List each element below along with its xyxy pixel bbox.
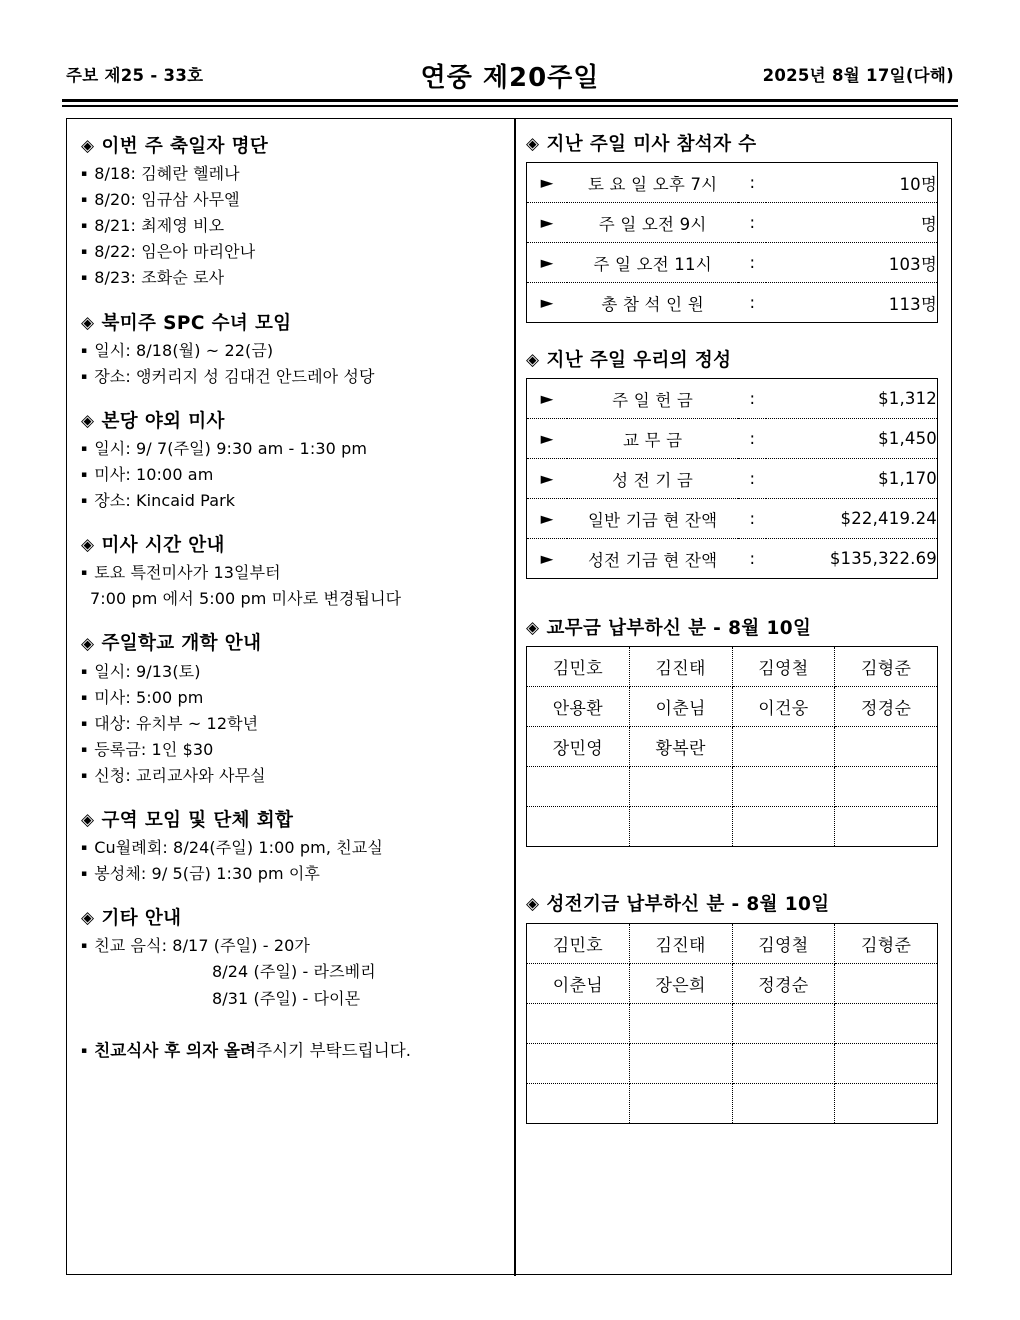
section-heading [81, 907, 502, 930]
fellowship-food-line: 8/24 (주일) - 라즈베리 [212, 962, 376, 982]
spacer [526, 605, 939, 617]
offering-row-label: 교 무 금 [567, 419, 738, 459]
donor-name-cell: 김형준 [835, 647, 938, 687]
attendance-row-value: 10명 [766, 163, 937, 203]
square-bullet-icon: ▪ [81, 470, 88, 480]
table-row [527, 283, 938, 323]
square-bullet-icon: ▪ [81, 1045, 88, 1056]
donor-name-cell [732, 1043, 835, 1083]
section-spc-sisters-meeting [81, 312, 502, 390]
donor-name-cell: 이춘님 [527, 963, 630, 1003]
offering-row-label: 성 전 기 금 [567, 459, 738, 499]
bulletin-title: 연중 제20주일 [420, 63, 600, 93]
attendance-table [526, 162, 938, 323]
list-item [81, 488, 502, 514]
colon-separator: : [749, 549, 756, 569]
list-item-label: 8/20: 임규삼 사무엘 [94, 190, 240, 210]
arrow-icon: ► [540, 549, 554, 569]
list-item-label: Cu월례회: 8/24(주일) 1:00 pm, 친교실 [94, 838, 383, 858]
square-bullet-icon: ▪ [81, 273, 88, 284]
bulletin-date: 2025년 8월 17일(다해) [762, 66, 954, 85]
square-bullet-icon: ▪ [81, 770, 88, 781]
list-item-label: 미사: 10:00 am [94, 465, 214, 484]
table-row [527, 1003, 938, 1043]
table-row [527, 459, 938, 499]
list-item-label: 대상: 유치부 ~ 12학년 [94, 713, 259, 733]
diamond-icon: ◈ [526, 134, 540, 155]
spacer [526, 323, 939, 349]
spacer [526, 579, 939, 605]
square-bullet-icon: ▪ [81, 744, 88, 755]
table-row [527, 767, 938, 807]
square-bullet-icon: ▪ [81, 496, 88, 507]
section-feast-days [81, 135, 502, 292]
fellowship-food-first: 친교 음식: 8/17 (주일) - 20가 [94, 936, 310, 956]
attendance-row-label: 주 일 오전 11시 [567, 243, 738, 283]
donor-name-cell: 김진태 [629, 647, 732, 687]
arrow-icon: ► [527, 459, 568, 499]
diamond-icon: ◈ [526, 618, 540, 639]
spacer [81, 789, 502, 809]
donor-name-cell: 안용환 [527, 687, 630, 727]
offering-row-label: 성전 기금 현 잔액 [587, 550, 718, 570]
square-bullet-icon: ▪ [81, 371, 88, 382]
section-outdoor-mass [81, 410, 502, 514]
list-item [81, 161, 502, 187]
donor-name-cell [527, 1083, 630, 1123]
table-row [527, 379, 938, 419]
square-bullet-icon: ▪ [81, 941, 88, 952]
donor-name-cell: 김민호 [527, 923, 630, 963]
list-item [81, 835, 502, 861]
square-bullet-icon: ▪ [81, 568, 88, 579]
square-bullet-icon: ▪ [81, 718, 88, 729]
donor-name-cell [732, 807, 835, 847]
colon-separator: : [738, 379, 766, 419]
square-bullet-icon: ▪ [81, 692, 88, 703]
offering-row-value: $135,322.69 [829, 549, 937, 569]
donor-name-cell: 이건웅 [732, 687, 835, 727]
donor-name-cell [629, 1083, 732, 1123]
diamond-icon: ◈ [526, 350, 540, 371]
list-item-label: 8/23: 조화순 로사 [94, 268, 225, 288]
section-title: 미사 시간 안내 [101, 535, 225, 557]
attendance-row-label: 총 참 석 인 원 [601, 294, 704, 314]
table-row [527, 1043, 938, 1083]
donor-name-cell [629, 1003, 732, 1043]
section-building-fund-donors [526, 893, 939, 1123]
donor-name-cell [835, 727, 938, 767]
list-item-label: 일시: 8/18(월) ~ 22(금) [94, 340, 274, 360]
section-title: 지난 주일 우리의 정성 [546, 350, 732, 372]
square-bullet-icon: ▪ [81, 247, 88, 258]
arrow-icon: ► [527, 243, 568, 283]
table-row [527, 963, 938, 1003]
donor-name-cell: 이춘님 [629, 687, 732, 727]
list-item [81, 711, 502, 737]
offering-row-value: $1,312 [766, 379, 937, 419]
donor-name-cell [732, 1083, 835, 1123]
list-item [81, 364, 502, 390]
header-rule-upper [62, 99, 958, 102]
list-item [81, 685, 502, 711]
section-heading [526, 133, 939, 156]
list-item-label: 봉성체: 9/ 5(금) 1:30 pm 이후 [94, 864, 320, 884]
square-bullet-icon: ▪ [81, 195, 88, 206]
section-heading [526, 893, 939, 916]
colon-separator: : [738, 163, 766, 203]
fellowship-food-line: 8/31 (주일) - 다이몬 [212, 988, 361, 1008]
donor-name-cell: 황복란 [629, 727, 732, 767]
offering-row-value: $22,419.24 [766, 499, 937, 539]
section-sunday-school [81, 632, 502, 789]
list-item [81, 462, 502, 488]
list-item-label: 토요 특전미사가 13일부터 [94, 563, 281, 583]
section-title: 기타 안내 [101, 908, 182, 930]
table-row [527, 727, 938, 767]
square-bullet-icon: ▪ [81, 345, 88, 356]
colon-separator: : [738, 243, 766, 283]
donor-name-cell [732, 767, 835, 807]
section-dues-donors [526, 617, 939, 847]
table-row [527, 203, 938, 243]
building-fund-donors-table [526, 923, 938, 1124]
donor-name-cell: 장은희 [629, 963, 732, 1003]
list-item-label: 장소: 앵커리지 성 김대건 안드레아 성당 [94, 366, 375, 386]
arrow-icon: ► [527, 379, 568, 419]
attendance-row-label: 주 일 오전 9시 [567, 203, 738, 243]
list-item-label: 8/21: 최제영 비오 [94, 216, 225, 236]
section-mass-time-notice [81, 534, 502, 612]
diamond-icon: ◈ [81, 535, 95, 556]
diamond-icon: ◈ [81, 908, 95, 929]
donor-name-cell [629, 807, 732, 847]
offering-table [526, 378, 938, 579]
table-row [527, 647, 938, 687]
table-row [527, 499, 938, 539]
donor-name-cell [629, 1043, 732, 1083]
offering-row-label: 일반 기금 현 잔액 [567, 499, 738, 539]
list-item [81, 239, 502, 265]
section-heading [526, 349, 939, 372]
donor-name-cell [835, 1083, 938, 1123]
spacer [81, 390, 502, 410]
donor-name-cell: 김민호 [527, 647, 630, 687]
list-item-label: 장소: Kincaid Park [94, 491, 236, 511]
bulletin-masthead [66, 62, 954, 96]
colon-separator: : [738, 203, 766, 243]
list-item-label: 신청: 교리교사와 사무실 [94, 765, 266, 785]
section-title: 성전기금 납부하신 분 - 8월 10일 [546, 894, 830, 916]
table-row [527, 539, 938, 579]
diamond-icon: ◈ [81, 312, 95, 333]
diamond-icon: ◈ [81, 633, 95, 654]
donor-name-cell [732, 727, 835, 767]
colon-separator: : [738, 419, 766, 459]
section-district-meetings [81, 809, 502, 887]
section-offering [526, 349, 939, 579]
list-item [81, 659, 502, 685]
list-item-label: 등록금: 1인 $30 [94, 739, 214, 759]
list-item-label: 일시: 9/ 7(주일) 9:30 am - 1:30 pm [94, 438, 368, 458]
attendance-row-value: 103명 [766, 243, 937, 283]
list-item [81, 338, 502, 364]
arrow-icon: ► [527, 499, 568, 539]
left-column [67, 119, 514, 1064]
attendance-row-label: 토 요 일 오후 7시 [567, 163, 738, 203]
donor-name-cell [629, 767, 732, 807]
section-heading [81, 632, 502, 655]
table-row [527, 923, 938, 963]
section-other-notices [81, 907, 502, 1011]
spacer [81, 292, 502, 312]
list-item-label: 8/18: 김혜란 헬레나 [94, 164, 240, 184]
header-rule-lower [62, 105, 958, 107]
list-item [81, 560, 502, 586]
table-row [527, 419, 938, 459]
donor-name-cell [835, 1043, 938, 1083]
donor-name-cell [527, 1003, 630, 1043]
list-item-label: 미사: 5:00 pm [94, 687, 204, 707]
donor-name-cell [835, 767, 938, 807]
square-bullet-icon: ▪ [81, 869, 88, 880]
bulletin-body-frame [66, 118, 952, 1275]
right-column [516, 119, 951, 1124]
closing-note [81, 1038, 502, 1065]
arrow-icon: ► [527, 203, 568, 243]
list-item [81, 436, 502, 462]
colon-separator: : [738, 499, 766, 539]
spacer [81, 514, 502, 534]
section-title: 주일학교 개학 안내 [101, 633, 262, 655]
spacer [81, 887, 502, 907]
square-bullet-icon: ▪ [81, 443, 88, 454]
list-item [81, 861, 502, 887]
closing-note-tail: 주시기 부탁드립니다. [256, 1040, 412, 1060]
diamond-icon: ◈ [526, 894, 540, 915]
arrow-icon: ► [527, 163, 568, 203]
dues-donors-table [526, 646, 938, 847]
arrow-icon: ► [527, 419, 568, 459]
list-item [81, 187, 502, 213]
section-title: 교무금 납부하신 분 - 8월 10일 [546, 618, 812, 640]
list-item-continuation: 7:00 pm 에서 5:00 pm 미사로 변경됩니다 [90, 589, 402, 609]
square-bullet-icon: ▪ [81, 666, 88, 677]
spacer [526, 847, 939, 873]
list-item [81, 213, 502, 239]
colon-separator: : [738, 459, 766, 499]
section-heading [81, 410, 502, 433]
spacer [526, 873, 939, 893]
donor-name-cell [527, 1043, 630, 1083]
table-row [527, 807, 938, 847]
section-heading [81, 312, 502, 335]
closing-note-emphasis: 친교식사 후 의자 올려 [94, 1040, 257, 1060]
section-heading [81, 534, 502, 557]
offering-row-label: 주 일 헌 금 [567, 379, 738, 419]
list-item [81, 737, 502, 763]
donor-name-cell: 김영철 [732, 923, 835, 963]
diamond-icon: ◈ [81, 410, 95, 431]
square-bullet-icon: ▪ [81, 221, 88, 232]
donor-name-cell: 정경순 [732, 963, 835, 1003]
section-title: 북미주 SPC 수녀 모임 [101, 312, 292, 334]
offering-row-value: $1,170 [766, 459, 937, 499]
attendance-row-value: 명 [766, 203, 937, 243]
table-row [527, 687, 938, 727]
donor-name-cell: 정경순 [835, 687, 938, 727]
diamond-icon: ◈ [81, 810, 95, 831]
table-row [527, 1083, 938, 1123]
list-item-label: 8/22: 임은아 마리안나 [94, 242, 256, 262]
list-item [81, 763, 502, 789]
square-bullet-icon: ▪ [81, 843, 88, 854]
diamond-icon: ◈ [81, 136, 95, 157]
section-title: 지난 주일 미사 참석자 수 [546, 134, 757, 155]
donor-name-cell [835, 1003, 938, 1043]
donor-name-cell [527, 767, 630, 807]
offering-row-value: $1,450 [766, 419, 937, 459]
spacer [81, 612, 502, 632]
donor-name-cell [835, 807, 938, 847]
list-item-label: 일시: 9/13(토) [94, 661, 201, 681]
donor-name-cell [732, 1003, 835, 1043]
section-title: 이번 주 축일자 명단 [101, 136, 269, 157]
section-attendance [526, 133, 939, 323]
donor-name-cell: 김진태 [629, 923, 732, 963]
attendance-row-value: 113명 [888, 294, 937, 314]
table-row [527, 163, 938, 203]
section-heading [81, 135, 502, 158]
section-title: 본당 야외 미사 [101, 410, 225, 432]
donor-name-cell: 장민영 [527, 727, 630, 767]
square-bullet-icon: ▪ [81, 169, 88, 180]
colon-separator: : [749, 293, 756, 313]
bulletin-issue-number: 주보 제25 - 33호 [66, 66, 204, 85]
list-item [81, 265, 502, 291]
spacer [81, 1012, 502, 1038]
section-title: 구역 모임 및 단체 회합 [101, 809, 294, 831]
donor-name-cell: 김영철 [732, 647, 835, 687]
section-heading [526, 617, 939, 640]
donor-name-cell [527, 807, 630, 847]
list-item [81, 933, 502, 959]
donor-name-cell [835, 963, 938, 1003]
donor-name-cell: 김형준 [835, 923, 938, 963]
table-row [527, 243, 938, 283]
arrow-icon: ► [540, 293, 554, 313]
section-heading [81, 809, 502, 832]
